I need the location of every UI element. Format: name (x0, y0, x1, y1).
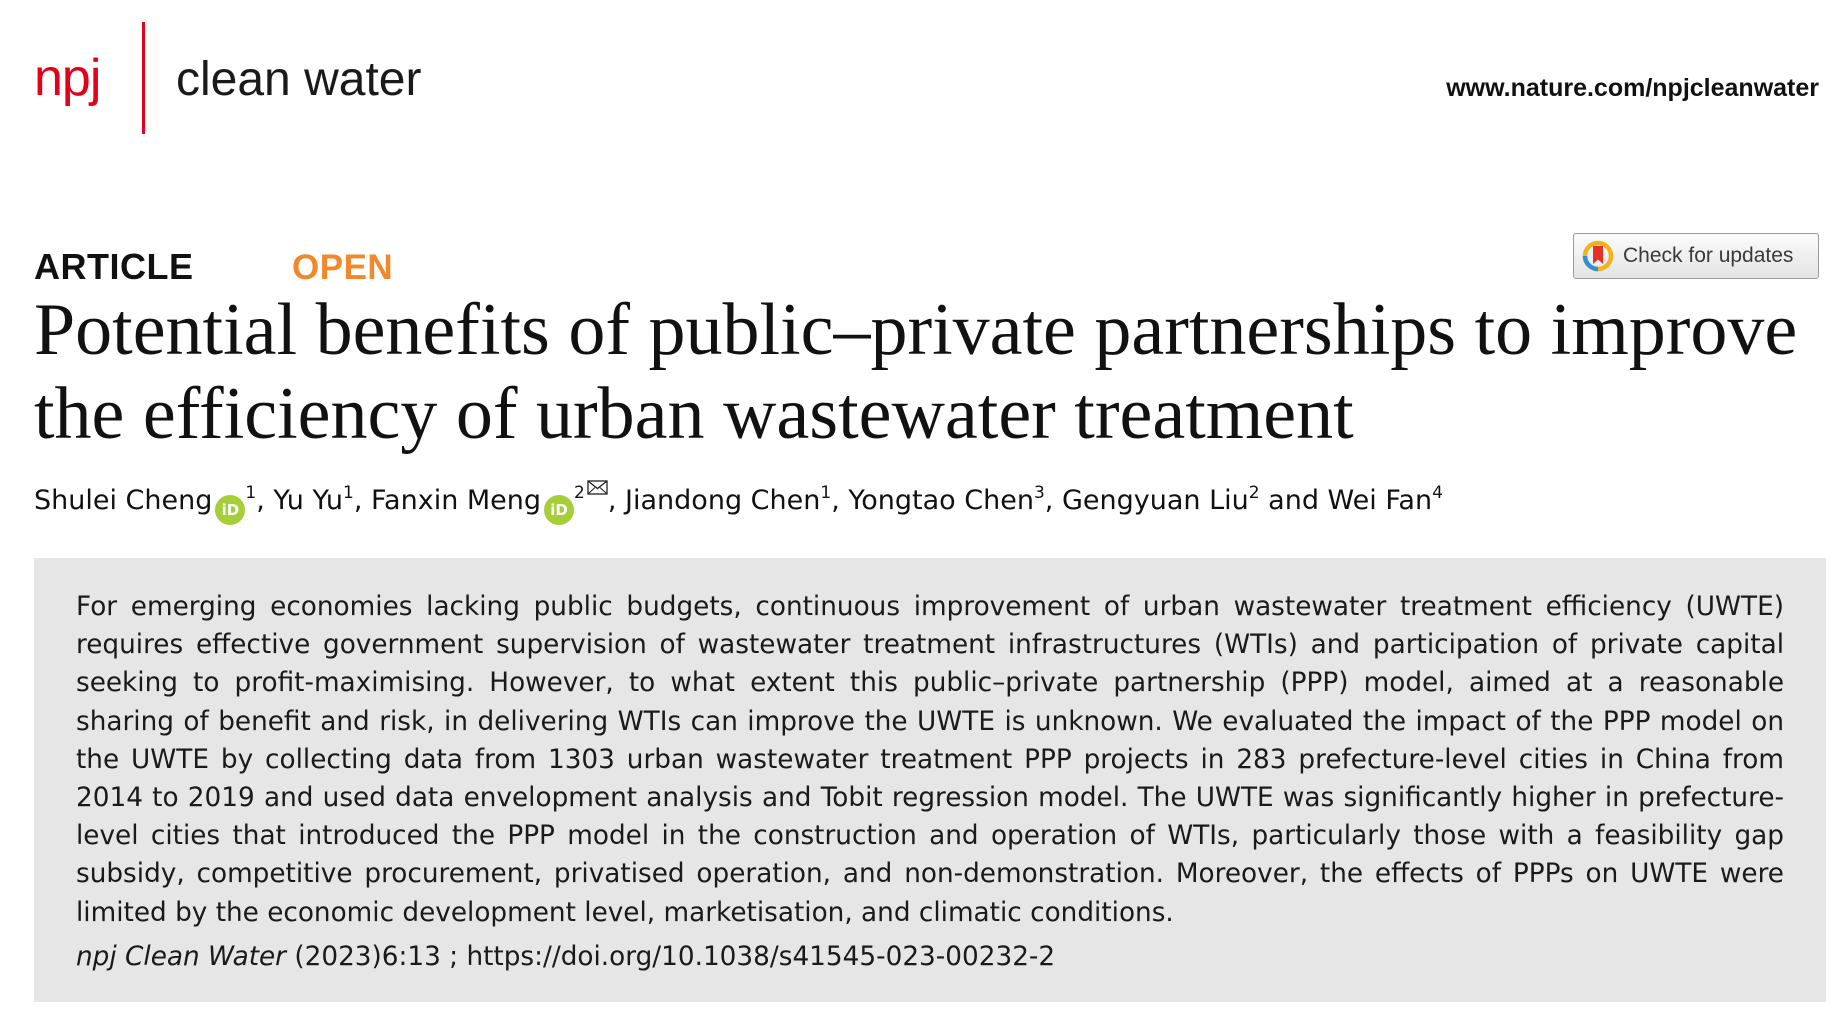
author-separator: and (1259, 485, 1328, 516)
crossmark-icon (1582, 240, 1614, 272)
orcid-icon[interactable]: iD (544, 495, 574, 525)
author-name[interactable]: Shulei Cheng (34, 485, 213, 516)
author-entry (273, 485, 371, 516)
abstract-text: For emerging economies lacking public budgets, continuous improvement of urban wastewater treatment efficiency (UWTE) requires effective government supervision of wastewater treatment infrastructures (WTIs) and participation of private capital seeking to profit-maximising. However, to what extent this public–private partnership (PPP) model, aimed at a reasonable sharing of benefit and risk, in delivering WTIs can improve the UWTE is unknown. We evaluated the impact of the PPP model on the UWTE by collecting data from 1303 urban wastewater treatment PPP projects in 283 prefecture-level cities in China from 2014 to 2019 and used data envelopment analysis and Tobit regression model. The UWTE was significantly higher in prefecture-level cities that introduced the PPP model in the construction and operation of WTIs, particularly those with a feasibility gap subsidy, competitive procurement, privatised operation, and non-demonstration. Moreover, the effects of PPPs on UWTE were limited by the economic development level, marketisation, and climatic conditions. (76, 592, 1784, 928)
open-access-badge: OPEN (292, 248, 394, 287)
abstract-panel (34, 558, 1826, 1002)
author-entry (1062, 485, 1328, 516)
author-name[interactable]: Jiandong Chen (625, 485, 821, 516)
affiliation-marker: 1 (245, 483, 257, 503)
affiliation-marker: 2 (574, 483, 585, 503)
author-separator: , (1044, 485, 1062, 516)
author-separator: , (353, 485, 371, 516)
doi-link[interactable]: https://doi.org/10.1038/s41545-023-00232-2 (466, 942, 1056, 972)
author-name[interactable]: Yu Yu (273, 485, 343, 516)
check-for-updates-button[interactable] (1573, 233, 1819, 279)
brand-divider (142, 22, 145, 134)
affiliation-marker: 1 (343, 483, 354, 503)
journal-site-link[interactable]: www.nature.com/npjcleanwater (1446, 74, 1819, 102)
author-separator: , (607, 485, 626, 516)
citation-journal: npj Clean Water (76, 942, 286, 972)
check-for-updates-label: Check for updates (1623, 244, 1794, 267)
author-entry (34, 483, 274, 519)
author-separator: , (831, 485, 849, 516)
affiliation-marker: 1 (820, 483, 832, 503)
author-name[interactable]: Yongtao Chen (848, 485, 1034, 516)
author-name[interactable]: Fanxin Meng (371, 485, 542, 516)
author-entry (1328, 485, 1443, 516)
affiliation-marker: 2 (1248, 483, 1260, 503)
author-entry (371, 483, 626, 519)
citation-volume: (2023)6:13 ; (286, 942, 467, 972)
author-name[interactable]: Gengyuan Liu (1061, 485, 1249, 516)
author-entry (625, 485, 848, 516)
article-type-label: ARTICLE (34, 246, 194, 287)
author-separator: , (256, 485, 274, 516)
journal-name: clean water (176, 53, 422, 106)
affiliation-marker: 3 (1033, 483, 1045, 503)
article-title: Potential benefits of public–private partnerships to improve the efficiency of urban wastewater treatment (34, 289, 1798, 455)
envelope-icon[interactable] (587, 480, 608, 495)
author-entry (848, 485, 1062, 516)
citation-line (76, 942, 1055, 972)
author-name[interactable]: Wei Fan (1327, 485, 1433, 516)
author-list (34, 480, 1443, 525)
orcid-icon[interactable]: iD (215, 495, 245, 525)
affiliation-marker: 4 (1432, 483, 1443, 503)
npj-logo: npj (34, 49, 101, 107)
